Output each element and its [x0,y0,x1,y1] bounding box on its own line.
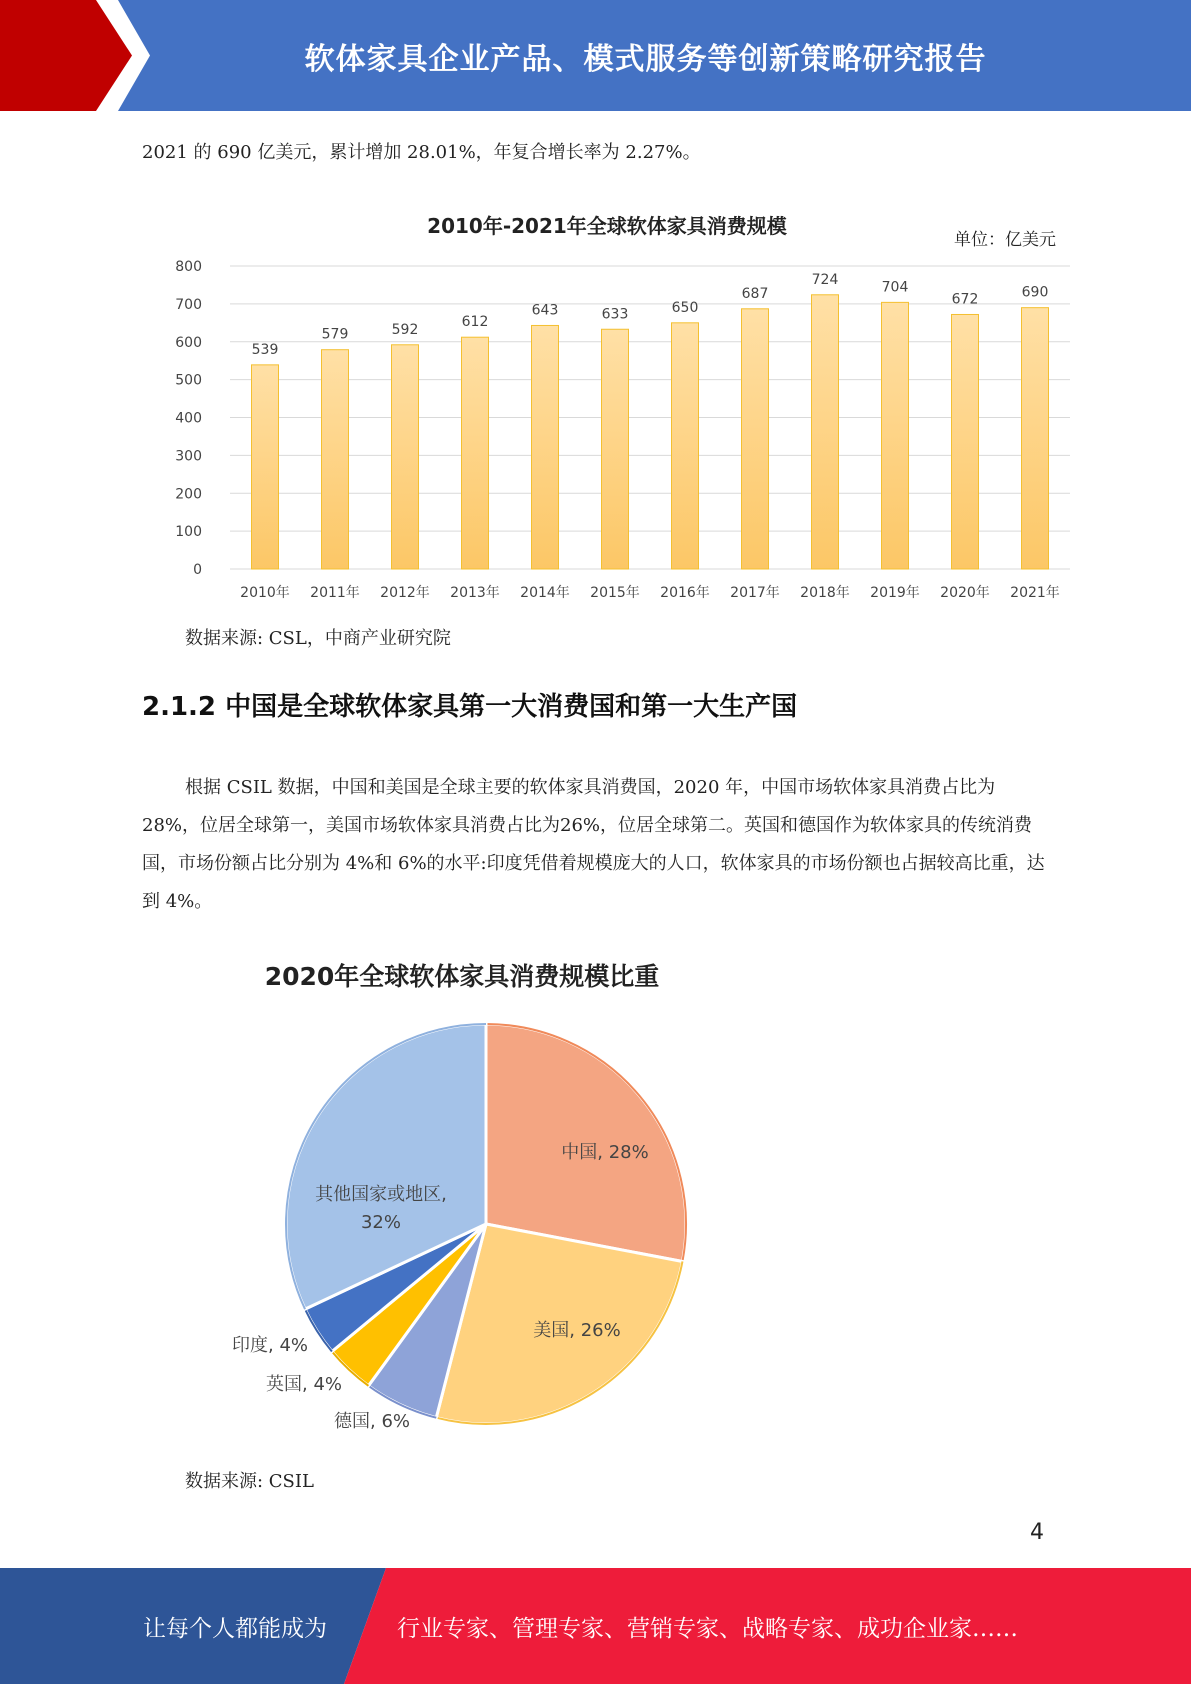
bar-2010年 [252,365,279,569]
pie-slice-label: 32% [360,1212,402,1233]
bar-x-tick-label: 2020年 [940,585,990,601]
bar-x-tick-label: 2012年 [380,585,430,601]
pie-chart-title: 2020年全球软体家具消费规模比重 [264,962,660,991]
bar-x-tick-label: 2019年 [870,585,920,601]
bar-data-label: 643 [531,302,559,319]
bar-data-label: 633 [601,306,629,323]
bar-data-label: 592 [391,321,419,338]
bar-2018年 [812,295,839,569]
bar-data-label: 612 [461,314,489,331]
bar-2019年 [882,302,909,569]
bar-y-tick-label: 700 [175,296,202,313]
bar-data-label: 539 [251,341,279,358]
pie-slice-label: 美国, 26% [533,1320,621,1341]
bar-2017年 [742,309,769,569]
bar-data-label: 724 [811,271,839,288]
bar-x-tick-label: 2021年 [1010,585,1060,601]
pie-slice-label: 英国, 4% [266,1374,342,1395]
bar-chart-unit-label: 单位：亿美元 [954,230,1056,250]
bar-x-tick-label: 2016年 [660,585,710,601]
bar-data-label: 672 [951,291,979,308]
bar-data-label: 579 [321,326,349,343]
bar-y-tick-label: 200 [175,486,202,503]
bar-2013年 [462,337,489,569]
bar-2011年 [322,350,349,569]
pie-slice-label: 德国, 6% [334,1411,410,1432]
bar-chart-title: 2010年-2021年全球软体家具消费规模 [427,214,787,238]
bar-2021年 [1022,308,1049,569]
bar-x-tick-label: 2017年 [730,585,780,601]
footer-slogan-right: 行业专家、管理专家、营销专家、战略专家、成功企业家…… [397,1615,1018,1642]
report-title: 软体家具企业产品、模式服务等创新策略研究报告 [304,41,987,77]
bar-2015年 [602,329,629,569]
bar-y-tick-label: 0 [193,562,202,578]
bar-data-label: 687 [741,285,769,302]
consumption-share-pie-chart [200,960,720,1450]
header-chevron-icon [0,0,170,111]
header-band [0,0,1191,111]
bar-data-label: 650 [671,299,699,316]
body-paragraph: 根据 CSIL 数据，中国和美国是全球主要的软体家具消费国，2020 年，中国市场软体家具消费占比为 28%，位居全球第一，美国市场软体家具消费占比为26%，位居全球第二。英国和德国作为软体家具的传统消费国，市场份额占比分别为 4%和 6%的水平:印度凭借着规模庞大的人口，软体家具的市场份额也占据较高比重，达到 4%。 [142,777,1045,912]
bar-x-tick-label: 2013年 [450,585,500,601]
bar-x-tick-label: 2011年 [310,585,360,601]
footer-slogan-left: 让每个人都能成为 [143,1615,327,1642]
bar-2012年 [392,345,419,569]
pie-slice-label: 印度, 4% [232,1335,308,1356]
bar-data-label: 704 [881,279,909,296]
page-number: 4 [1030,1520,1044,1545]
bar-x-tick-label: 2018年 [800,585,850,601]
bar-x-tick-label: 2015年 [590,585,640,601]
bar-y-tick-label: 400 [175,410,202,427]
bar-y-tick-label: 800 [175,259,202,275]
bar-2016年 [672,323,699,569]
pie-slice-label: 其他国家或地区, [315,1184,447,1205]
bar-y-tick-label: 100 [175,524,202,541]
bar-2020年 [952,314,979,569]
bar-2014年 [532,325,559,569]
bar-chart-source: 数据来源: CSL，中商产业研究院 [185,628,451,649]
bar-x-tick-label: 2010年 [240,585,290,601]
bar-y-tick-label: 300 [175,448,202,465]
pie-chart-source: 数据来源: CSIL [185,1471,314,1492]
pie-slice-label: 中国, 28% [561,1142,649,1163]
bar-x-tick-label: 2014年 [520,585,570,601]
section-heading: 2.1.2 中国是全球软体家具第一大消费国和第一大生产国 [142,692,798,722]
bar-y-tick-label: 500 [175,372,202,389]
bar-data-label: 690 [1021,284,1049,301]
bar-y-tick-label: 600 [175,334,202,351]
intro-paragraph: 2021 的 690 亿美元，累计增加 28.01%，年复合增长率为 2.27%。 [142,142,701,163]
consumption-bar-chart [175,200,1080,610]
